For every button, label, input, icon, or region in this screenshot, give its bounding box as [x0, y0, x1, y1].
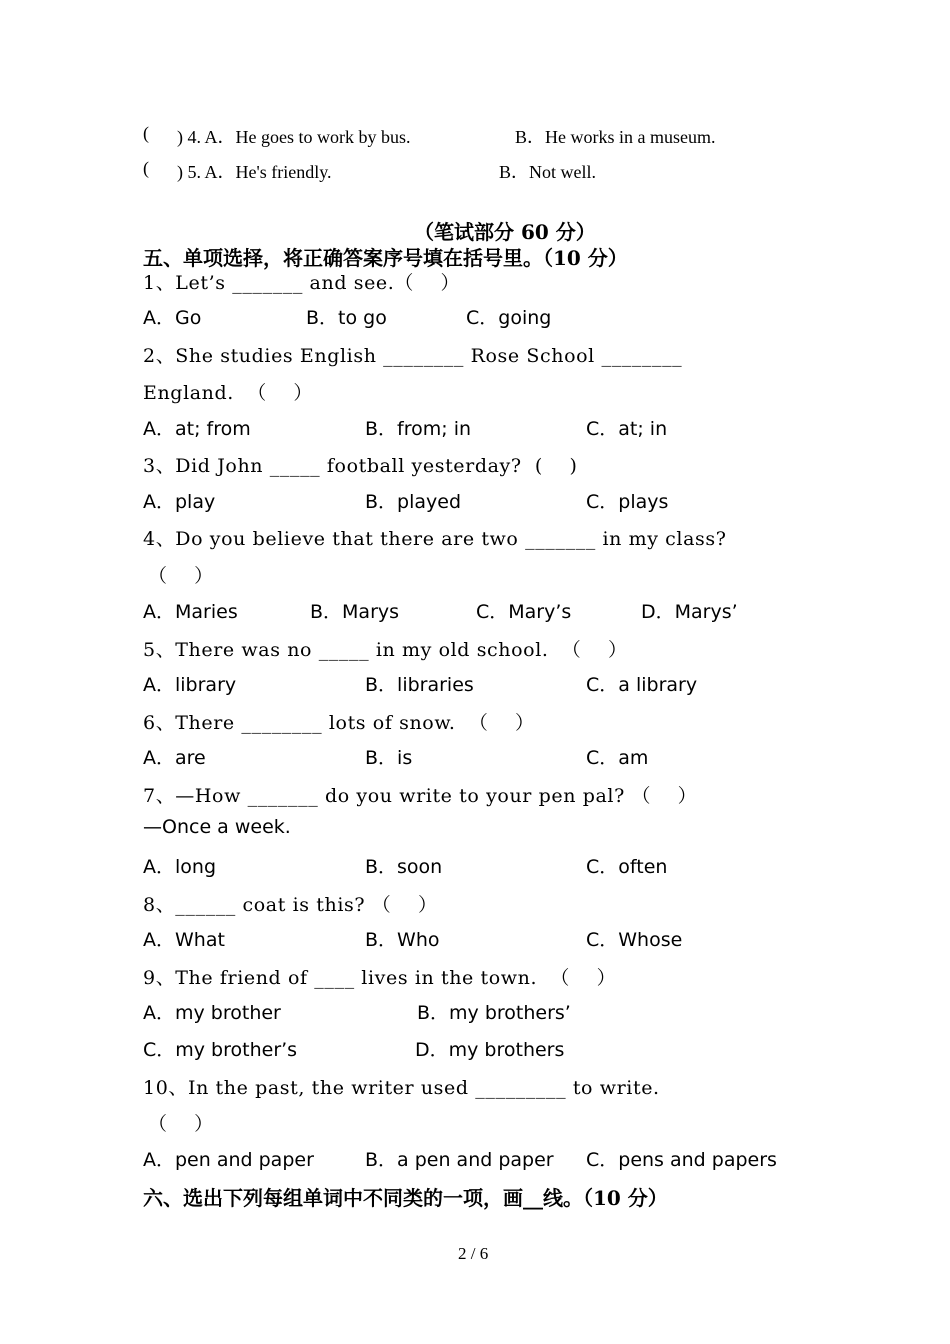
written-part-title: （笔试部分 60 分）: [414, 220, 596, 244]
question-7-option-c: C．often: [586, 856, 668, 878]
question-8-option-b: B．Who: [365, 929, 440, 951]
question-10-option-c: C．pens and papers: [586, 1149, 777, 1171]
question-1-option-a: A．Go: [143, 307, 202, 329]
question-3-option-a: A．play: [143, 491, 216, 513]
question-7-stem: 7、—How _______ do you write to your pen pal? （ ）: [143, 785, 698, 807]
question-9-option-a: A．my brother: [143, 1002, 281, 1024]
question-1-stem: 1、Let’s _______ and see.（ ）: [143, 272, 461, 294]
question-4-option-d: D．Marys’: [641, 601, 738, 623]
question-8-option-a: A．What: [143, 929, 225, 951]
listening-q4-option-b: B．He works in a museum.: [515, 127, 716, 147]
question-4-option-a: A．Maries: [143, 601, 238, 623]
question-9-option-d: D．my brothers: [415, 1039, 565, 1061]
question-7-option-a: A．long: [143, 856, 217, 878]
question-2-stem: 2、She studies English ________ Rose School ________: [143, 345, 683, 367]
listening-q5-option-b: B．Not well.: [499, 162, 596, 182]
question-2-stem-cont: England. （ ）: [143, 382, 313, 404]
question-7-option-b: B．soon: [365, 856, 443, 878]
question-7-stem-cont: —Once a week.: [143, 816, 291, 838]
question-9-option-c: C．my brother’s: [143, 1039, 298, 1061]
question-2-option-a: A．at; from: [143, 418, 251, 440]
question-6-stem: 6、There ________ lots of snow. （ ）: [143, 712, 535, 734]
question-1-option-c: C．going: [466, 307, 552, 329]
section5-title: 五、单项选择，将正确答案序号填在括号里。（10 分）: [143, 246, 628, 270]
question-4-stem: 4、Do you believe that there are two _______ in my class?: [143, 528, 727, 550]
question-9-option-b: B．my brothers’: [417, 1002, 571, 1024]
question-6-option-c: C．am: [586, 747, 649, 769]
question-6-option-a: A．are: [143, 747, 206, 769]
question-4-stem-cont: （ ）: [148, 565, 214, 587]
question-8-stem: 8、______ coat is this? （ ）: [143, 894, 438, 916]
question-2-option-c: C．at; in: [586, 418, 668, 440]
listening-q5-option-a: ) 5. A．He's friendly.: [177, 162, 332, 182]
question-3-option-b: B．played: [365, 491, 462, 513]
listening-q4-paren: (: [143, 123, 149, 143]
question-10-stem-cont: （ ）: [148, 1113, 214, 1135]
question-1-option-b: B．to go: [306, 307, 387, 329]
page-number: 2 / 6: [458, 1244, 489, 1263]
listening-q4-option-a: ) 4. A．He goes to work by bus.: [177, 127, 411, 147]
question-4-option-c: C．Mary’s: [476, 601, 572, 623]
question-6-option-b: B．is: [365, 747, 413, 769]
question-3-stem: 3、Did John _____ football yesterday? ( ): [143, 455, 578, 477]
question-8-option-c: C．Whose: [586, 929, 683, 951]
question-10-option-b: B．a pen and paper: [365, 1149, 554, 1171]
question-5-option-b: B．libraries: [365, 674, 474, 696]
question-5-option-a: A．library: [143, 674, 237, 696]
section6-title: 六、选出下列每组单词中不同类的一项，画__线。（10 分）: [143, 1186, 668, 1210]
listening-q5-paren: (: [143, 158, 149, 178]
question-10-option-a: A．pen and paper: [143, 1149, 314, 1171]
question-4-option-b: B．Marys: [310, 601, 400, 623]
question-9-stem: 9、The friend of ____ lives in the town. （ ）: [143, 967, 617, 989]
question-10-stem: 10、In the past, the writer used _________ to write.: [143, 1077, 660, 1099]
question-5-option-c: C．a library: [586, 674, 698, 696]
question-3-option-c: C．plays: [586, 491, 669, 513]
question-5-stem: 5、There was no _____ in my old school. （ ）: [143, 639, 628, 661]
question-2-option-b: B．from; in: [365, 418, 472, 440]
